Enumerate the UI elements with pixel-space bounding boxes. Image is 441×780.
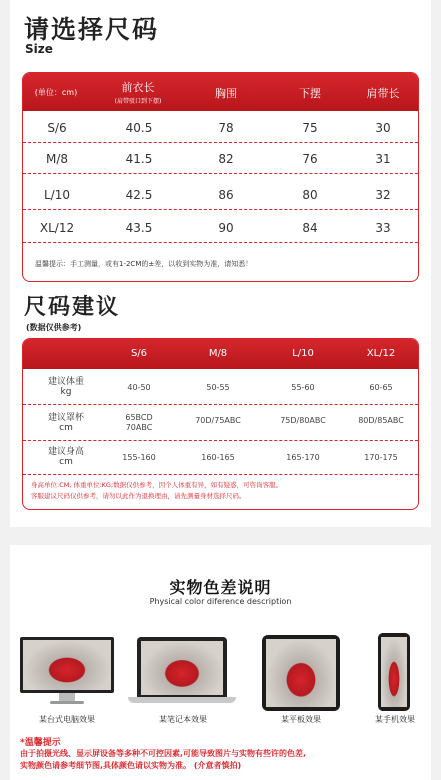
front-cell: 42.5 [125,188,153,202]
chest-cell: 78 [218,121,234,135]
size-cell: M/8 [45,152,69,166]
advice-cell: 170-175 [364,453,398,462]
phone-screen [381,637,407,707]
chest-cell: 86 [218,188,234,202]
row-unit: kg [60,387,72,397]
device-label: 某台式电脑效果 [39,715,95,724]
row-label: 建议罩杯 [47,413,84,423]
laptop-base [128,697,236,703]
strap-cell: 31 [375,152,391,166]
size-title: 请选择尺码 [24,15,160,44]
strap-cell: 33 [375,221,391,235]
chest-header: 胸围 [215,87,237,100]
advice-cell: 80D/85ABC [358,416,404,425]
advice-cell: 65BCD 70ABC [125,413,153,432]
chest-cell: 82 [218,152,234,166]
monitor-stand [59,693,75,701]
strap-header: 肩带长 [366,87,400,100]
table-row [23,441,418,475]
advice-size-header: M/8 [208,348,228,359]
advice-cell: 165-170 [286,453,320,462]
hem-cell: 76 [302,152,318,166]
device-label: 某笔记本效果 [159,715,207,724]
unit-header: (单位：cm) [34,88,78,97]
advice-cell: 60-65 [369,383,393,392]
front-length-note: (肩带驳口到下摆) [114,98,162,105]
table-row [23,213,418,243]
table-row [23,144,418,174]
monitor-base [50,701,84,704]
laptop-screen [141,641,223,695]
table-row [23,180,418,210]
warm-tip-line: 由于拍摄光线、显示屏设备等多种不可控因素,可能导致图片与实物有些许的色差, [20,749,307,758]
table-row [23,113,418,143]
advice-table [22,338,419,510]
size-cell: XL/12 [39,221,75,235]
table-row [23,407,418,441]
advice-row-label [31,377,101,397]
row-label: 建议身高 [47,447,84,457]
monitor-screen [23,640,111,690]
warm-tip-line: 实物颜色请参考细节图,具体颜色请以实物为准。 (介意者慎拍) [20,761,242,770]
advice-note-1: 身高单位:CM, 体重单位:KG;数据仅供参考，因个人体重有异，如有疑惑，可咨询客服。 [31,481,283,489]
size-card [10,0,431,527]
advice-size-header: L/10 [292,348,314,359]
size-cell: L/10 [44,188,70,202]
advice-table-header [23,339,418,369]
table-row [23,371,418,405]
advice-cell: 155-160 [122,453,156,462]
front-length-header [98,79,178,105]
hem-cell: 84 [302,221,318,235]
hem-cell: 80 [302,188,318,202]
advice-note-2: 客服建议尺码仅供参考，请勿以此作为退换理由，请先测量身材选择尺码。 [31,492,246,500]
hem-header: 下摆 [299,87,321,100]
advice-cell: 160-165 [201,453,235,462]
advice-title: 尺码建议 [24,295,121,320]
desktop-monitor-image [20,637,114,709]
advice-cell: 40-50 [127,383,151,392]
advice-cell: 75D/80ABC [280,416,326,425]
advice-subtitle: (数据仅供参考) [26,323,82,332]
front-length-label: 前衣长 [121,81,155,94]
size-table [22,72,419,282]
laptop-image [128,637,236,709]
row-unit: cm [59,457,73,467]
hem-cell: 75 [302,121,318,135]
size-table-header [23,73,418,111]
advice-cell: 70D/75ABC [195,416,241,425]
color-diff-title: 实物色差说明 [169,578,272,597]
advice-cell: 50-55 [206,383,230,392]
color-diff-card [10,545,431,780]
chest-cell: 90 [218,221,234,235]
row-unit: cm [59,423,73,433]
device-label: 某平板效果 [281,715,321,724]
advice-size-header: S/6 [130,348,148,359]
front-cell: 43.5 [125,221,153,235]
tablet-image [262,635,340,711]
warm-tip-title: *温馨提示 [20,738,61,748]
advice-row-label [31,413,101,433]
device-label: 某手机效果 [375,715,415,724]
size-subtitle: Size [25,42,53,56]
advice-row-label [31,447,101,467]
front-cell: 40.5 [125,121,153,135]
advice-cell: 55-60 [291,383,315,392]
row-label: 建议体重 [47,377,84,387]
tablet-screen [266,639,336,707]
size-note: 温馨提示：手工测量，或有1-2CM的±差，以收到实物为准，请知悉！ [35,260,253,268]
front-cell: 41.5 [125,152,153,166]
phone-image [378,633,410,711]
advice-size-header: XL/12 [366,348,396,359]
strap-cell: 32 [375,188,391,202]
size-cell: S/6 [47,121,67,135]
strap-cell: 30 [375,121,391,135]
color-diff-subtitle: Physical color diference description [149,597,292,606]
